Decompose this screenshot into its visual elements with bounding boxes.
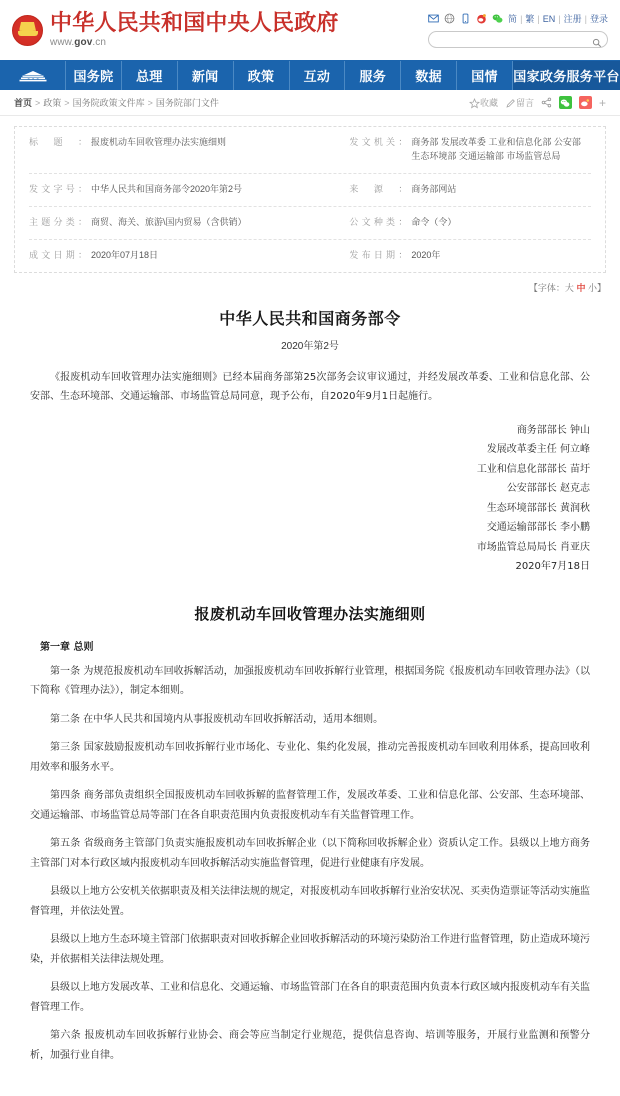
meta-value-issuer: 商务部 发展改革委 工业和信息化部 公安部 生态环境部 交通运输部 市场监管总局	[411, 137, 581, 161]
nav-item-zhengce[interactable]: 政策	[234, 61, 290, 90]
signature-line: 生态环境部部长 黄润秋	[486, 502, 590, 514]
breadcrumb-sep: >	[35, 97, 41, 108]
breadcrumb-item-home[interactable]: 首页	[14, 98, 33, 108]
font-size-control	[0, 273, 620, 294]
meta-value-category: 商贸、海关、旅游\国内贸易（含供销）	[91, 216, 247, 227]
share-icon[interactable]	[541, 97, 552, 108]
comment-label: 留言	[515, 98, 534, 108]
regulation-title: 报废机动车回收管理办法实施细则	[194, 604, 426, 623]
article-paragraph: 县级以上地方生态环境主管部门依据职责对回收拆解企业回收拆解活动的环境污染防治工作进行监督管理，防止造成环境污染，并依据相关法律法规处理。	[30, 934, 590, 965]
site-url-bold: gov	[74, 37, 93, 49]
article-paragraph: 第二条 在中华人民共和国境内从事报废机动车回收拆解活动，适用本细则。	[50, 713, 384, 725]
sep: |	[584, 13, 587, 24]
site-header	[0, 0, 620, 60]
meta-row	[29, 240, 591, 272]
share-wechat-icon[interactable]	[559, 96, 572, 109]
search-input[interactable]	[436, 34, 600, 46]
share-weibo-icon[interactable]	[579, 96, 592, 109]
favorite-button[interactable]	[469, 96, 498, 109]
header-icon-row	[428, 12, 608, 25]
meta-cell-publishdate	[349, 249, 591, 263]
signature-line: 商务部部长 钟山	[516, 424, 590, 436]
nav-item-guowuyuan[interactable]: 国务院	[66, 61, 122, 90]
signature-date: 2020年7月18日	[515, 561, 590, 573]
sep: |	[558, 13, 561, 24]
breadcrumb-item-policy-library[interactable]: 国务院政策文件库	[72, 98, 145, 108]
document-meta-table	[14, 126, 606, 273]
meta-cell-source	[349, 183, 591, 197]
signature-line: 市场监管总局局长 肖亚庆	[476, 541, 590, 553]
nav-item-shuju[interactable]: 数据	[401, 61, 457, 90]
meta-cell-doctype	[349, 216, 591, 230]
favorite-label: 收藏	[479, 98, 498, 108]
comment-button[interactable]	[505, 96, 534, 109]
meta-label-writtendate: 成文日期 ：	[29, 249, 87, 263]
meta-label-category: 主题分类 ：	[29, 216, 87, 230]
chapter-heading: 第一章 总则	[40, 641, 94, 653]
lang-english[interactable]: EN	[542, 13, 556, 24]
search-icon[interactable]	[592, 35, 602, 45]
weibo-icon[interactable]	[476, 13, 487, 24]
star-icon	[469, 98, 478, 107]
wechat-icon[interactable]	[492, 13, 503, 24]
meta-row	[29, 207, 591, 240]
brand-text	[50, 12, 339, 49]
meta-label-publishdate: 发布日期 ：	[349, 249, 407, 263]
meta-label-doctype: 公文种类 ：	[349, 216, 407, 230]
breadcrumb-sep: >	[147, 97, 153, 108]
article-paragraph: 第一条 为规范报废机动车回收拆解活动，加强报废机动车回收拆解行业管理，根据国务院《报废机动车回收管理办法》（以下简称《管理办法》），制定本细则。	[30, 665, 590, 697]
signature-line: 工业和信息化部部长 苗圩	[476, 463, 590, 475]
meta-value-docnumber: 中华人民共和国商务部令2020年第2号	[91, 183, 243, 194]
breadcrumb-bar	[0, 90, 620, 116]
national-emblem-icon	[12, 15, 43, 46]
document-body	[0, 294, 620, 1096]
font-size-small[interactable]: 小	[587, 282, 597, 293]
header-right	[428, 12, 608, 48]
meta-cell-writtendate	[29, 249, 349, 263]
tiananmen-icon	[18, 69, 48, 83]
article-paragraph: 第四条 商务部负责组织全国报废机动车回收拆解的监督管理工作，发展改革委、工业和信息化部、公安部、生态环境部、交通运输部、市场监管总局等部门在各自职责范围内负责报废机动车有关监督管理工作。	[30, 790, 590, 821]
tool-bar	[469, 96, 606, 110]
signature-line: 交通运输部部长 李小鹏	[486, 522, 590, 534]
mobile-icon[interactable]	[460, 13, 471, 24]
mail-icon[interactable]	[428, 13, 439, 24]
site-title: 中华人民共和国中央人民政府	[50, 10, 339, 36]
site-url-prefix: www.	[50, 37, 75, 49]
meta-value-title: 报废机动车回收管理办法实施细则	[91, 137, 227, 147]
nav-item-service-platform[interactable]: 国家政务服务平台	[513, 61, 620, 90]
meta-value-source: 商务部网站	[411, 183, 457, 194]
register-link[interactable]: 注册	[563, 14, 582, 24]
meta-cell-title	[29, 136, 349, 150]
lang-traditional[interactable]: 繁	[525, 14, 535, 24]
signature-line: 发展改革委主任 何立峰	[486, 444, 590, 456]
order-title: 中华人民共和国商务部令	[219, 308, 401, 328]
site-brand[interactable]	[12, 12, 339, 49]
nav-item-fuwu[interactable]: 服务	[345, 61, 401, 90]
meta-value-doctype: 命令（令）	[411, 216, 457, 227]
meta-value-writtendate: 2020年07月18日	[91, 249, 159, 260]
meta-label-issuer: 发文机关 ：	[349, 136, 407, 150]
font-size-suffix: 】	[596, 282, 606, 293]
globe-icon[interactable]	[444, 13, 455, 24]
signature-line: 公安部部长 赵克志	[506, 483, 590, 495]
font-size-prefix: 【字体：	[528, 282, 565, 293]
font-size-medium[interactable]: 中	[576, 282, 586, 293]
article-paragraph: 第五条 省级商务主管部门负责实施报废机动车回收拆解企业（以下简称回收拆解企业）资质认定工作。县级以上地方商务主管部门对本行政区域内报废机动车回收拆解活动实施监督管理，促进行业健康有序发展。	[30, 838, 590, 869]
main-nav	[0, 60, 620, 90]
breadcrumb-item-policy[interactable]: 政策	[43, 98, 62, 108]
breadcrumb-sep: >	[64, 97, 70, 108]
meta-wrapper	[0, 116, 620, 273]
order-number: 2020年第2号	[281, 340, 339, 352]
article-paragraph: 县级以上地方发展改革、工业和信息化、交通运输、市场监管部门在各自的职责范围内负责本行政区域内报废机动车有关监督管理工作。	[30, 982, 590, 1013]
site-url	[50, 38, 339, 48]
article-paragraph: 县级以上地方公安机关依据职责及相关法律法规的规定，对报废机动车回收拆解行业治安状况、买卖伪造票证等活动实施监督管理，并依法处置。	[30, 886, 590, 917]
nav-item-xinwen[interactable]: 新闻	[178, 61, 234, 90]
meta-cell-docnumber	[29, 183, 349, 197]
nav-item-guoqing[interactable]: 国情	[457, 61, 513, 90]
sep: |	[537, 13, 540, 24]
article-paragraph: 第六条 报废机动车回收拆解行业协会、商会等应当制定行业规范，提供信息咨询、培训等服务，开展行业监测和预警分析，加强行业自律。	[30, 1030, 590, 1061]
meta-cell-category	[29, 216, 349, 230]
lang-simplified[interactable]: 简	[508, 14, 518, 24]
sep: |	[520, 13, 523, 24]
search-box[interactable]	[428, 31, 608, 48]
nav-item-hudong[interactable]: 互动	[290, 61, 346, 90]
meta-label-docnumber: 发文字号 ：	[29, 183, 87, 197]
breadcrumb-item-dept-docs[interactable]: 国务院部门文件	[155, 98, 219, 108]
meta-row	[29, 174, 591, 207]
preamble-paragraph: 《报废机动车回收管理办法实施细则》已经本届商务部第25次部务会议审议通过，并经发展改革委、工业和信息化部、公安部、生态环境部、交通运输部、市场监管总局同意，现予公布，自2020年9月1日起施行。	[30, 371, 590, 403]
login-link[interactable]: 登录	[589, 14, 608, 24]
breadcrumb	[14, 96, 219, 109]
font-size-large[interactable]: 大	[564, 282, 574, 293]
article-paragraph: 第三条 国家鼓励报废机动车回收拆解行业市场化、专业化、集约化发展，推动完善报废机动车回收利用体系，提高回收利用效率和服务水平。	[30, 742, 590, 773]
nav-home-button[interactable]	[0, 61, 66, 90]
meta-row	[29, 127, 591, 174]
nav-item-zongli[interactable]: 总理	[122, 61, 178, 90]
language-links	[508, 12, 608, 25]
meta-value-publishdate: 2020年	[411, 249, 441, 260]
more-share-button[interactable]: +	[598, 95, 606, 110]
pencil-icon	[505, 98, 514, 107]
meta-label-title: 标题 ：	[29, 136, 87, 150]
signature-block	[30, 421, 590, 577]
meta-cell-issuer	[349, 136, 591, 164]
site-url-suffix: .cn	[92, 37, 107, 49]
meta-label-source: 来源 ：	[349, 183, 407, 197]
